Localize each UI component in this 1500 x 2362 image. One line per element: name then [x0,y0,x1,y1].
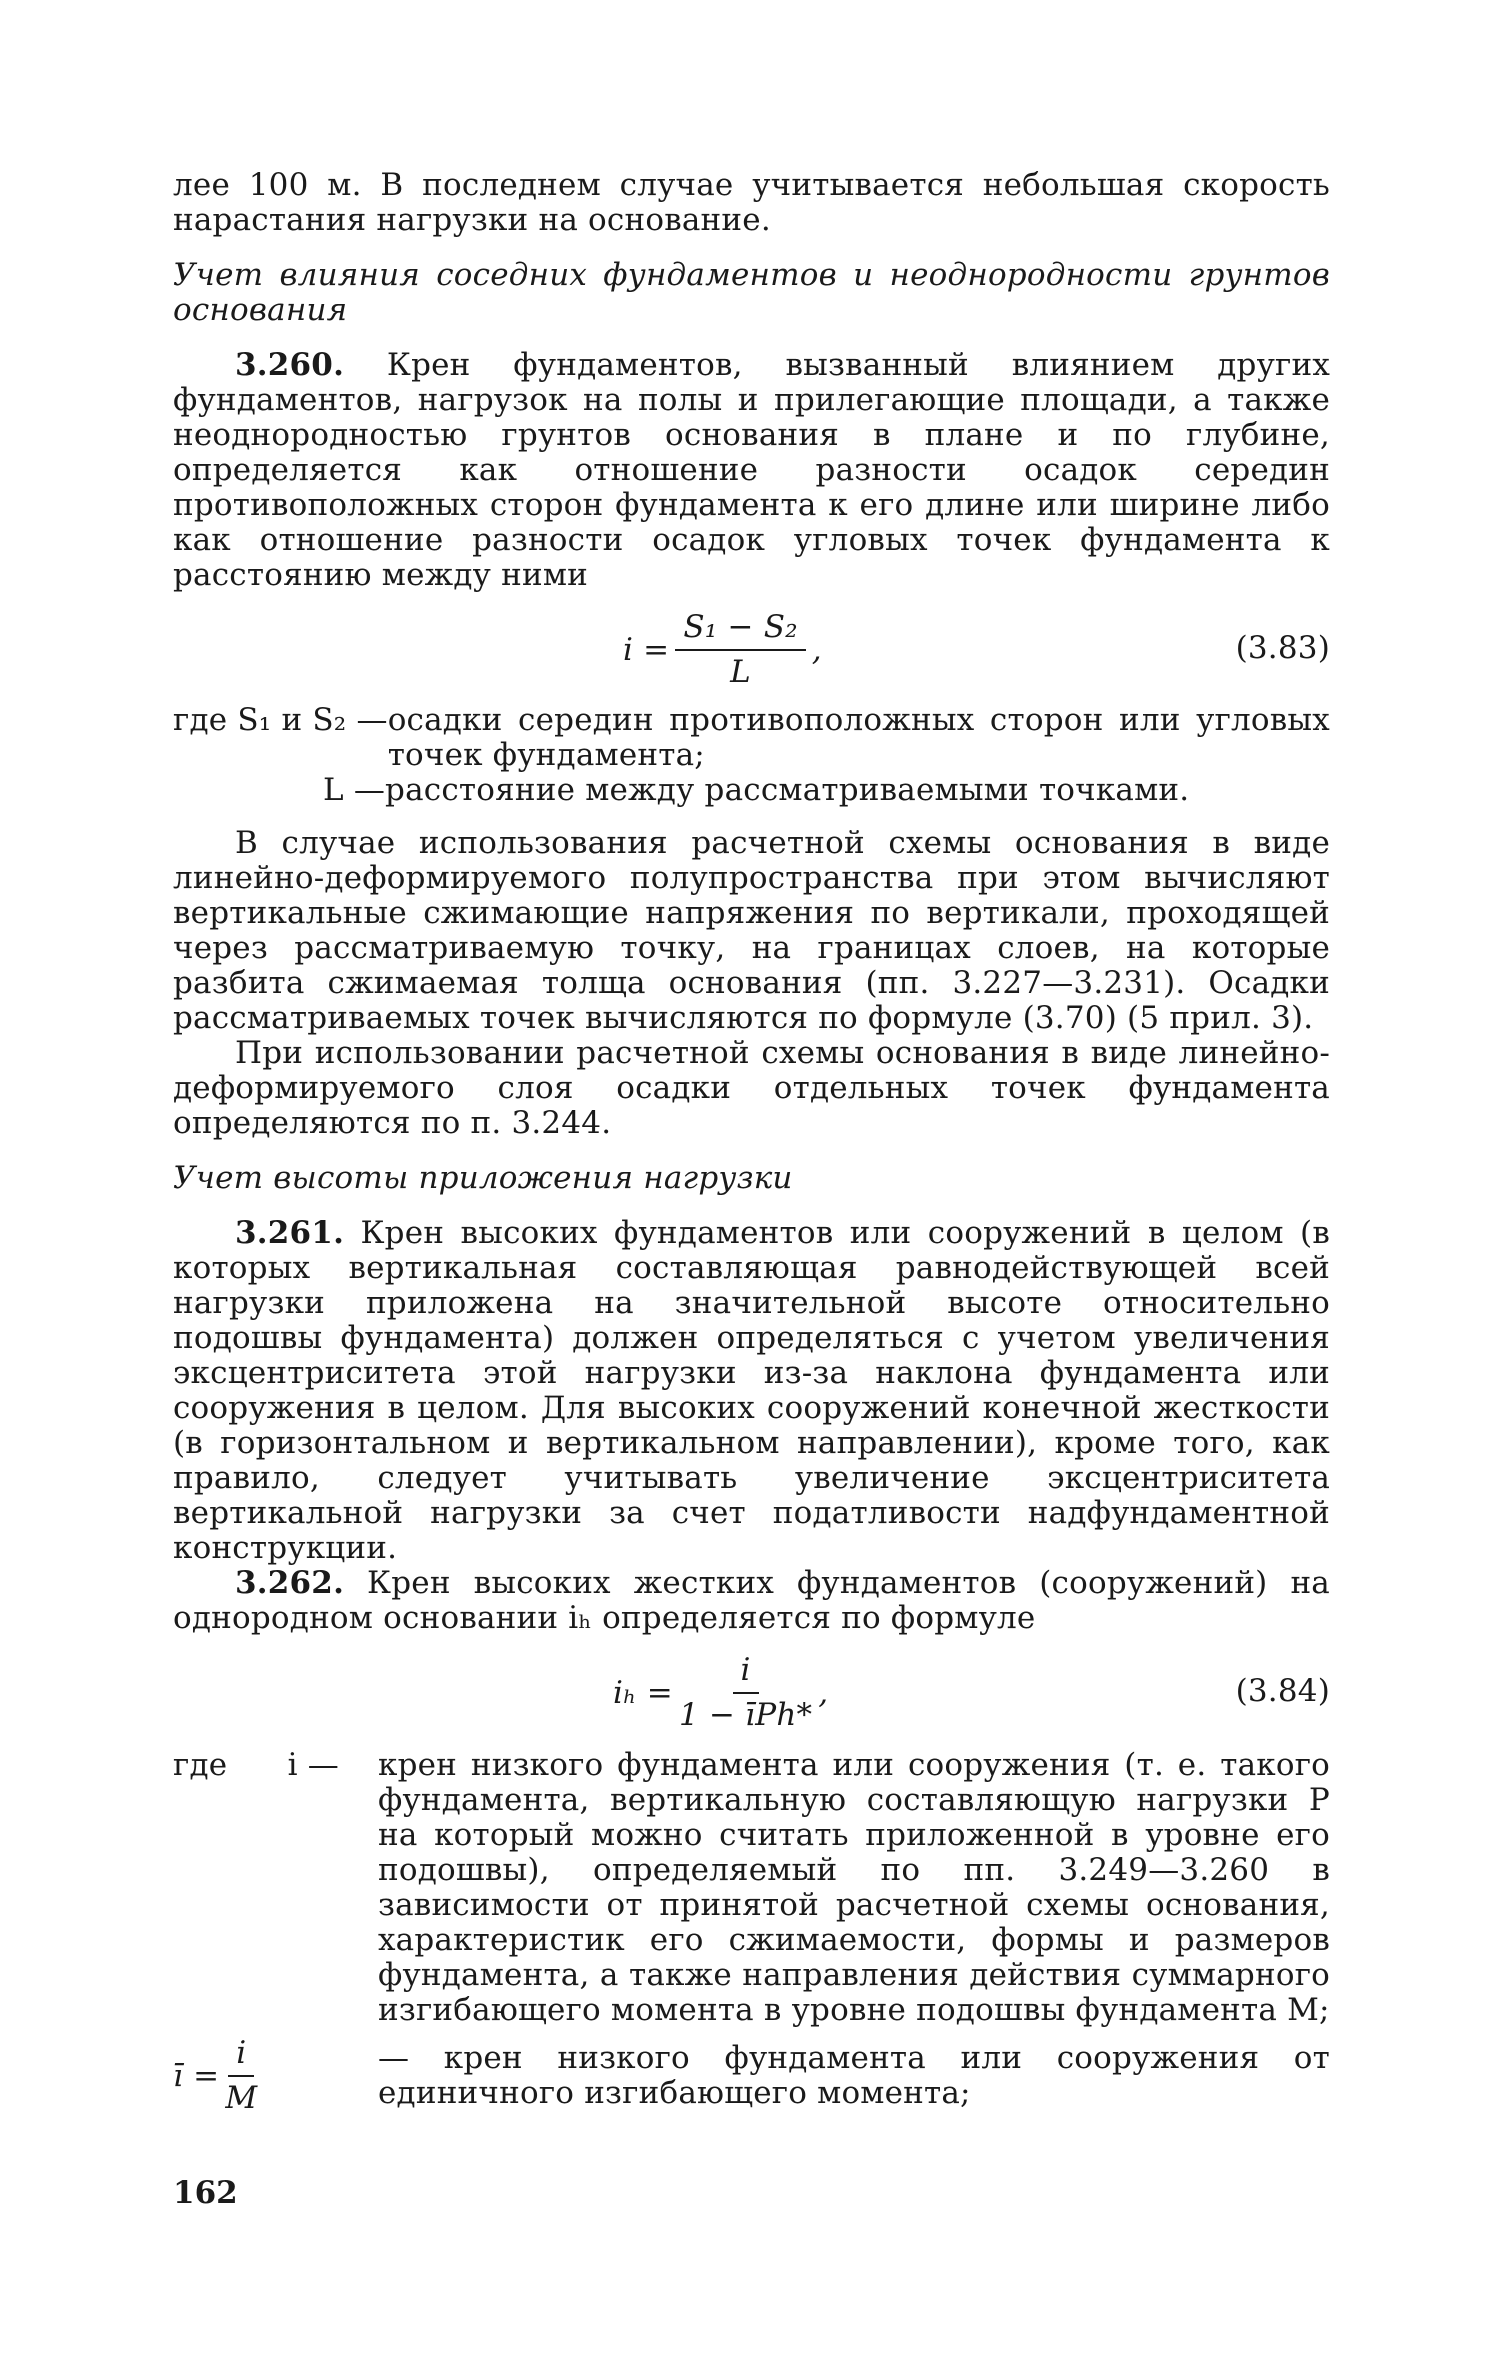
clause-number-3-262: 3.262. [235,1565,345,1601]
definition-i-bar-formula [173,2036,378,2116]
definition-i [173,1748,1330,2028]
clause-number-3-260: 3.260. [235,347,345,383]
formula-3-83 [173,601,1330,699]
formula-3-84 [173,1644,1330,1742]
paragraph-halfspace: В случае использования расчетной схемы основания в виде линейно-деформируемого полупространства при этом вычисляют вертикальные сжимающие напряжения по вертикали, проходящей через рассматриваемую точку, на границах слоев, на которые разбита сжимаемая толща основания (пп. 3.227—3.231). Осадки рассматриваемых точек вычисляются по формуле (3.70) (5 прил. 3). [173,825,1330,1036]
definition-i-bar-numerator: i [228,2036,254,2077]
clause-number-3-261: 3.261. [235,1215,345,1251]
paragraph-3-262 [173,1566,1330,1636]
definition-i-bar-denominator: M [225,2080,258,2116]
definition-i-bar-text: — крен низкого фундамента или сооружения от единичного изгибающего момента; [378,2040,1330,2111]
definition-l [173,773,1330,808]
paragraph-3-260 [173,348,1330,593]
page-content [173,168,1330,2116]
formula-3-84-lhs: iₕ = [613,1674,673,1711]
formula-3-84-tail: , [818,1674,829,1711]
formula-3-83-numerator: S₁ − S₂ [675,610,805,651]
definition-l-text: расстояние между рассматриваемыми точками. [385,772,1190,808]
equation-number-3-84: (3.84) [1235,1673,1330,1709]
formula-3-83-tail: , [811,631,822,668]
formula-3-84-numerator: i [733,1653,759,1694]
clause-text-3-260: Крен фундаментов, вызванный влиянием других фундаментов, нагрузок на полы и прилегающие площади, а также неоднородностью грунтов основания в плане и по глубине, определяется как отношение разности осадок середин противоположных сторон фундамента к его длине или ширине либо как отношение разности осадок угловых точек фундамента к расстоянию между ними [173,347,1330,593]
clause-text-3-262: Крен высоких жестких фундаментов (сооружений) на однородном основании iₕ определяется по формуле [173,1565,1330,1636]
intro-paragraph: лее 100 м. В последнем случае учитывается небольшая скорость нарастания нагрузки на основание. [173,167,1330,238]
section-heading-neighbors: Учет влияния соседних фундаментов и неоднородности грунтов основания [173,257,1330,328]
definition-i-lead: где i — [173,1747,339,1783]
definition-i-bar-fraction [225,2036,257,2116]
formula-3-84-denominator: 1 − īPh* [678,1697,813,1733]
definition-s1-s2-text: осадки середин противоположных сторон или угловых точек фундамента; [387,702,1330,773]
section-heading-load-height: Учет высоты приложения нагрузки [173,1160,793,1196]
formula-3-83-fraction [675,610,805,690]
formula-3-83-lhs: i = [623,631,670,668]
paragraph-3-261 [173,1216,1330,1566]
definition-i-bar-lhs: ī = [173,2057,220,2094]
definition-l-lead: L — [323,772,386,808]
definition-i-text: крен низкого фундамента или сооружения (т. е. такого фундамента, вертикальную составляющую нагрузки P на который можно считать приложенной в уровне его подошвы), определяемый по пп. 3.249—3.260 в зависимости от принятой расчетной схемы основания, характеристик его сжимаемости, формы и размеров фундамента, а также направления действия суммарного изгибающего момента в уровне подошвы фундамента M; [378,1747,1330,2028]
page-number: 162 [173,2175,238,2211]
definition-i-bar [173,2036,1330,2116]
definition-s1-s2 [173,703,1330,773]
paragraph-layer: При использовании расчетной схемы основания в виде линейно-деформируемого слоя осадки отдельных точек фундамента определяются по п. 3.244. [173,1035,1330,1141]
clause-text-3-261: Крен высоких фундаментов или сооружений в целом (в которых вертикальная составляющая равнодействующей всей нагрузки приложена на значительной высоте относительно подошвы фундамента) должен определяться с учетом увеличения эксцентриситета этой нагрузки из-за наклона фундамента или сооружения в целом. Для высоких сооружений конечной жесткости (в горизонтальном и вертикальном направлении), кроме того, как правило, следует учитывать увеличение эксцентриситета вертикальной нагрузки за счет податливости надфундаментной конструкции. [173,1215,1330,1566]
formula-3-84-fraction [679,1653,812,1733]
definition-s1-s2-lead: где S₁ и S₂ — [173,702,388,738]
definitions-3-83 [173,703,1330,808]
equation-number-3-83: (3.83) [1235,630,1330,666]
formula-3-83-denominator: L [730,654,751,690]
